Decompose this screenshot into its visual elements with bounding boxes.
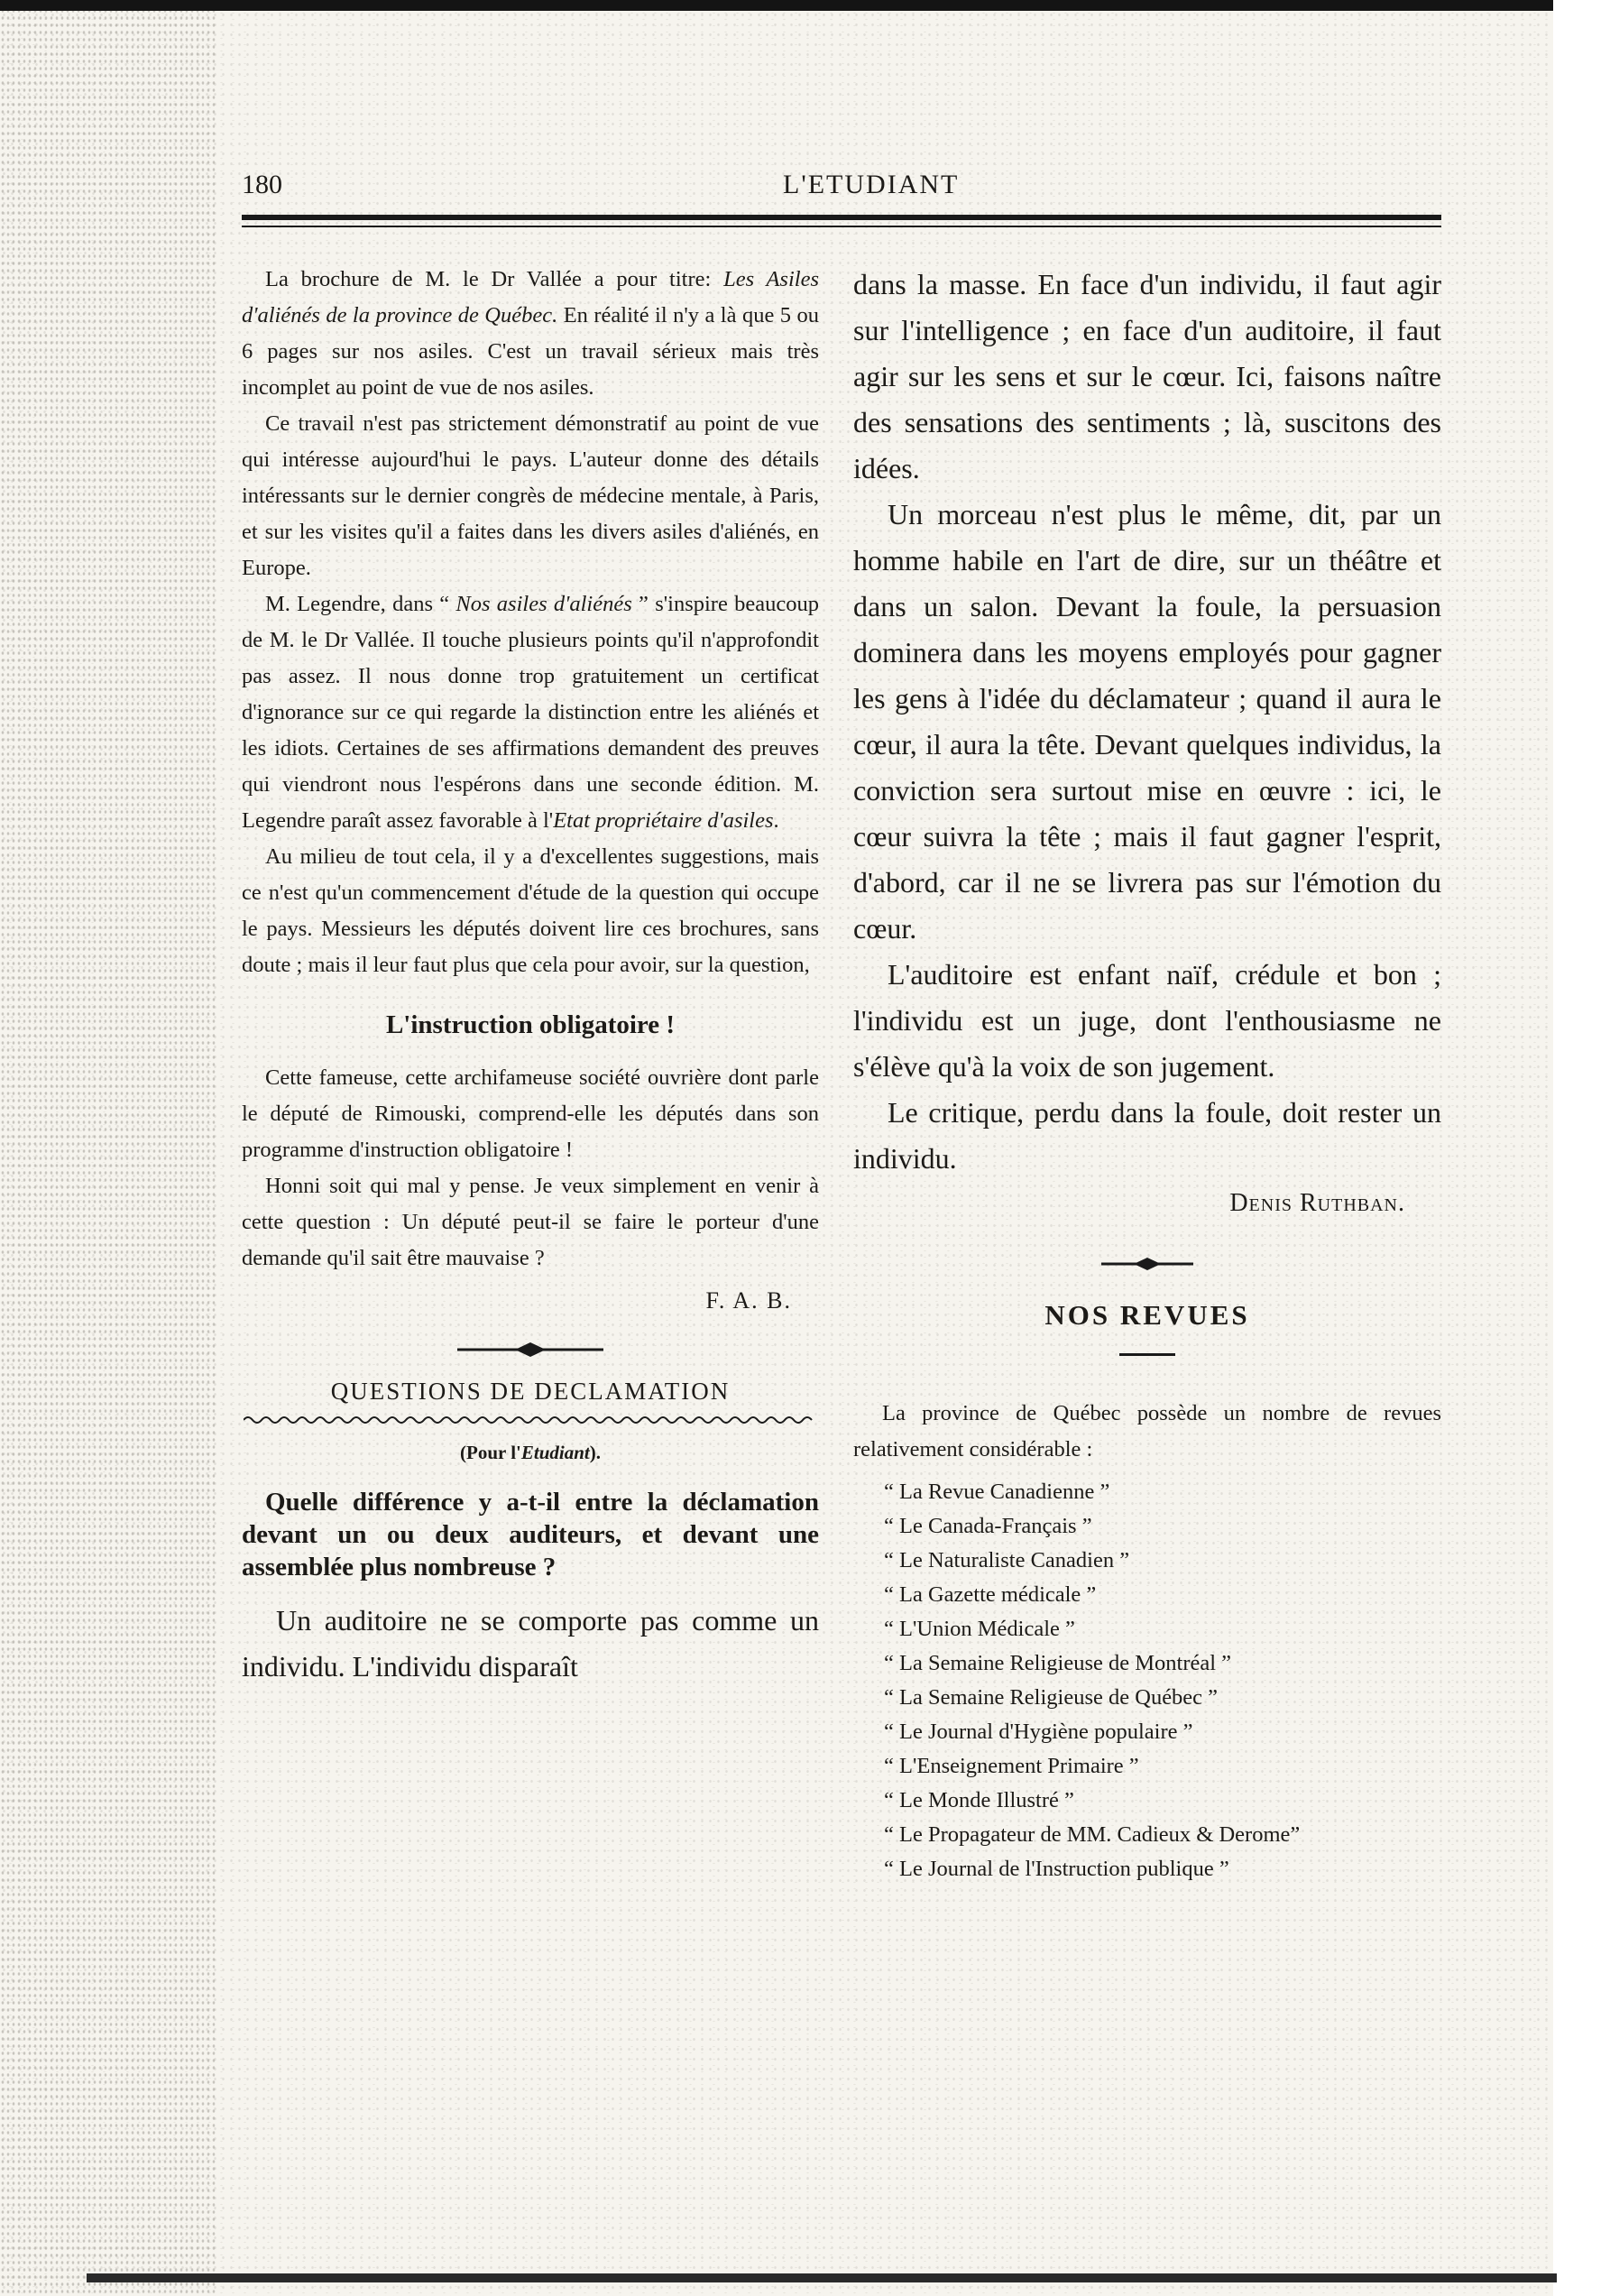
paragraph-large: L'auditoire est enfant naïf, crédule et bon ; l'individu est un juge, dont l'enthousiasme ne s'élève qu'à la voix de son jugement. [853, 958, 1441, 1083]
subheading-instruction: L'instruction obligatoire ! [385, 1010, 676, 1039]
italic-title: Les Asiles d'aliénés de la province de Québec. [242, 267, 819, 327]
text-run: ” s'inspire beaucoup de M. le Dr Vallée. Il touche plusieurs points qu'il n'approfondit pas assez. Il nous donne trop gratuitement un certificat d'ignorance sur ce qui regarde la distinction entre les aliénés et les idiots. Certaines de ses affirmations demandent des preuves qui viendront nous l'espérons dans une seconde édition. M. Legendre paraît assez favorable à l' [242, 592, 819, 833]
list-item: “ Le Propagateur de MM. Cadieux & Derome” [884, 1822, 1301, 1847]
list-item: “ Le Naturaliste Canadien ” [884, 1548, 1130, 1572]
text-run: En réalité il n'y a là que 5 ou 6 pages sur nos asiles. C'est un travail sérieux mais très incomplet au point de vue de nos asiles. [242, 303, 819, 400]
paragraph [242, 262, 819, 406]
wavy-divider [244, 1415, 817, 1425]
section-title-declamation: QUESTIONS DE DECLAMATION [330, 1378, 731, 1405]
section-title-revues: NOS REVUES [1044, 1299, 1250, 1331]
page-number: 180 [242, 170, 282, 199]
list-item: “ L'Enseignement Primaire ” [884, 1754, 1139, 1778]
running-head: L'ETUDIANT [783, 170, 960, 199]
scan-right-margin [1553, 0, 1610, 2296]
ornament-divider [1098, 1254, 1197, 1274]
paragraph: Honni soit qui mal y pense. Je veux simplement en venir à cette question : Un député peut-il se faire le porteur d'une demande qu'il sait être mauvaise ? [242, 1174, 819, 1270]
paragraph: Cette fameuse, cette archifameuse société ouvrière dont parle le député de Rimouski, comprend-elle les députés dans son programme d'instruction obligatoire ! [242, 1065, 819, 1162]
list-item: “ La Revue Canadienne ” [884, 1480, 1110, 1504]
text-run: M. Legendre, dans “ [265, 592, 456, 616]
left-column [242, 262, 819, 1690]
text-run: ). [589, 1442, 601, 1463]
italic-word: Etudiant [520, 1442, 590, 1463]
text-run: La brochure de M. le Dr Vallée a pour titre: [265, 267, 724, 291]
text-run: Au milieu de tout cela, il y a d'excellentes suggestions, mais ce n'est qu'un commencement d'étude de la question qui occupe le pays. Messieurs les députés doivent lire ces brochures, sans doute ; mais il leur faut plus que cela pour avoir, sur la question, [242, 844, 819, 977]
list-item: “ La Semaine Religieuse de Montréal ” [884, 1651, 1232, 1675]
scan-top-edge [0, 0, 1553, 11]
list-item: “ Le Journal de l'Instruction publique ” [884, 1857, 1229, 1881]
signature-fab: F. A. B. [705, 1287, 792, 1314]
ornament-divider [454, 1338, 607, 1361]
paragraph-large: Un auditoire ne se comporte pas comme un individu. L'individu disparaît [242, 1604, 819, 1683]
byline-pour-etudiant [242, 1442, 819, 1464]
page-header [242, 170, 1441, 209]
signature-denis-ruthban: Denis Ruthban. [1229, 1189, 1405, 1217]
header-rule-thick [242, 215, 1441, 220]
revues-list [853, 1475, 1441, 1886]
text-run: Ce travail n'est pas strictement démonstratif au point de vue qui intéresse aujourd'hui le pays. L'auteur donne des détails intéressants sur le dernier congrès de médecine mentale, à Paris, et sur les visites qu'il a faites dans les divers asiles d'aliénés, en Europe. [242, 411, 819, 580]
revues-intro: La province de Québec possède un nombre de revues relativement considérable : [853, 1401, 1441, 1462]
paragraph [242, 839, 819, 983]
list-item: “ L'Union Médicale ” [884, 1617, 1075, 1641]
right-column [853, 262, 1441, 1886]
text-run: (Pour l' [460, 1442, 521, 1463]
list-item: “ Le Canada-Français ” [884, 1514, 1092, 1538]
paragraph-large: Un morceau n'est plus le même, dit, par un homme habile en l'art de dire, sur un théâtre et dans un salon. Devant la foule, la persuasion dominera dans les moyens employés pour gagner les gens à l'idée du déclamateur ; quand il aura le cœur, il aura la tête. Devant quelques individus, la conviction sera surtout mise en œuvre : ici, le cœur suivra la tête ; mais il faut gagner l'esprit, d'abord, car il ne se livrera pas sur l'émotion du cœur. [853, 498, 1441, 945]
scan-bottom-edge [87, 2273, 1557, 2282]
margin-smudge [0, 0, 216, 2296]
list-item: “ Le Monde Illustré ” [884, 1788, 1074, 1812]
text-run: . [773, 808, 779, 833]
paragraph [242, 406, 819, 586]
header-rule-thin [242, 226, 1441, 227]
question-bold: Quelle différence y a-t-il entre la déclamation devant un ou deux auditeurs, et devant une assemblée plus nombreuse ? [242, 1488, 819, 1581]
paragraph [242, 586, 819, 839]
paragraph-large: Le critique, perdu dans la foule, doit rester un individu. [853, 1096, 1441, 1175]
list-item: “ Le Journal d'Hygiène populaire ” [884, 1720, 1193, 1744]
italic-phrase: Etat propriétaire d'asiles [553, 808, 774, 833]
list-item: “ La Gazette médicale ” [884, 1582, 1097, 1607]
italic-title: Nos asiles d'aliénés [455, 592, 632, 616]
short-rule [1119, 1353, 1175, 1356]
list-item: “ La Semaine Religieuse de Québec ” [884, 1685, 1219, 1710]
paragraph-large: dans la masse. En face d'un individu, il faut agir sur l'intelligence ; en face d'un auditoire, il faut agir sur les sens et sur le cœur. Ici, faisons naître des sensations des sentiments ; là, suscitons des idées. [853, 268, 1441, 484]
